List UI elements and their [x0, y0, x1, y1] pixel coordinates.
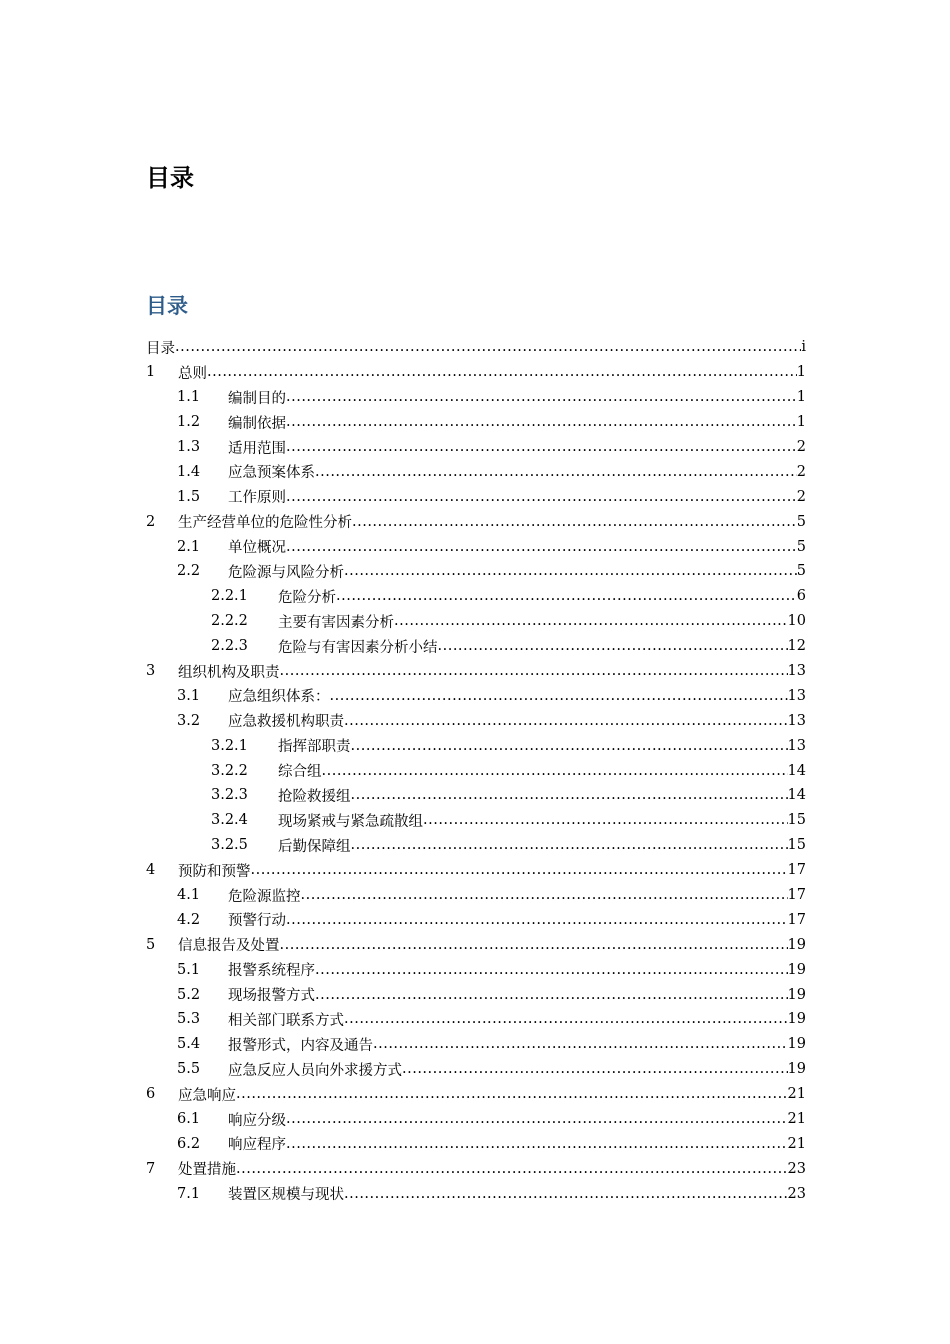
- toc-entry-number: 5: [146, 936, 156, 953]
- toc-entry-page: 19: [787, 961, 806, 978]
- toc-dot-leader: [351, 837, 788, 853]
- toc-dot-leader: [236, 1161, 788, 1177]
- toc-dot-leader: [315, 987, 788, 1003]
- toc-dot-leader: [280, 937, 788, 953]
- toc-entry-page: 13: [787, 737, 806, 754]
- toc-entry-number: 5.4: [177, 1036, 201, 1053]
- toc-entry-title: 响应程序: [228, 1137, 286, 1154]
- toc-dot-leader: [344, 1186, 788, 1202]
- toc-entry[interactable]: [146, 758, 806, 783]
- table-of-contents: [146, 335, 806, 1206]
- toc-entry-number: 3.2.1: [211, 737, 248, 754]
- toc-entry-number: 5.5: [177, 1061, 201, 1078]
- toc-entry-page: 12: [787, 638, 806, 655]
- toc-entry-page: 21: [787, 1086, 806, 1103]
- toc-entry-number: 4.2: [177, 911, 201, 928]
- toc-dot-leader: [175, 339, 801, 355]
- toc-dot-leader: [286, 539, 797, 555]
- toc-entry[interactable]: [146, 459, 806, 484]
- toc-entry[interactable]: [146, 584, 806, 609]
- toc-entry-title: 总则: [178, 365, 207, 382]
- toc-entry-page: 23: [787, 1160, 806, 1177]
- toc-entry-title: 应急响应: [178, 1087, 236, 1104]
- toc-entry-number: 2.1: [177, 538, 201, 555]
- toc-entry-title: 预警行动: [228, 913, 286, 930]
- toc-entry-page: 17: [787, 911, 806, 928]
- toc-dot-leader: [344, 713, 788, 729]
- toc-dot-leader: [336, 588, 797, 604]
- toc-entry-number: 1: [146, 364, 156, 381]
- toc-entry[interactable]: [146, 683, 806, 708]
- toc-entry-title: 信息报告及处置: [178, 938, 280, 955]
- toc-entry-title: 抢险救援组: [278, 788, 351, 805]
- toc-entry[interactable]: [146, 609, 806, 634]
- toc-dot-leader: [251, 862, 788, 878]
- toc-entry-title: 应急组织体系：: [228, 689, 330, 706]
- toc-entry[interactable]: [146, 559, 806, 584]
- toc-entry-number: 3.2.2: [211, 762, 248, 779]
- toc-entry-title: 主要有害因素分析: [278, 614, 394, 631]
- toc-entry-number: 5.1: [177, 961, 201, 978]
- toc-entry[interactable]: [146, 1007, 806, 1032]
- toc-entry-number: 3.2.5: [211, 837, 248, 854]
- toc-entry-page: 2: [796, 439, 806, 455]
- toc-entry-number: 3: [146, 663, 156, 680]
- toc-entry-number: 6.1: [177, 1111, 201, 1128]
- toc-entry[interactable]: [146, 1107, 806, 1132]
- toc-entry-page: 19: [787, 1036, 806, 1053]
- toc-entry-number: 2.2.2: [211, 613, 248, 630]
- toc-entry-page: 2: [796, 463, 806, 480]
- toc-entry[interactable]: [146, 659, 806, 684]
- toc-entry-title: 编制目的: [228, 390, 286, 407]
- toc-entry-title: 工作原则: [228, 490, 286, 507]
- toc-entry[interactable]: [146, 534, 806, 559]
- toc-entry-page: 14: [787, 787, 806, 804]
- toc-entry-page: 19: [787, 1061, 806, 1078]
- toc-entry-number: 3.1: [177, 687, 201, 704]
- toc-entry[interactable]: [146, 907, 806, 932]
- toc-entry[interactable]: [146, 634, 806, 659]
- toc-entry-number: 5.2: [177, 986, 201, 1003]
- toc-entry[interactable]: [146, 783, 806, 808]
- toc-entry-title: 报警形式，内容及通告: [228, 1037, 373, 1054]
- toc-dot-leader: [423, 812, 788, 828]
- toc-entry[interactable]: [146, 1156, 806, 1181]
- toc-dot-leader: [236, 1086, 788, 1102]
- toc-entry[interactable]: [146, 1032, 806, 1057]
- toc-entry[interactable]: [146, 833, 806, 858]
- toc-entry-page: 19: [787, 986, 806, 1003]
- toc-entry[interactable]: [146, 1082, 806, 1107]
- toc-entry-page: 1: [796, 414, 806, 431]
- toc-entry-page: 6: [796, 588, 806, 605]
- toc-entry-number: 4: [146, 862, 156, 879]
- toc-entry-number: 1.1: [177, 389, 201, 406]
- toc-dot-leader: [315, 464, 797, 480]
- toc-entry[interactable]: [146, 932, 806, 957]
- toc-dot-leader: [352, 514, 797, 530]
- toc-entry-number: 6.2: [177, 1135, 201, 1152]
- toc-entry[interactable]: [146, 708, 806, 733]
- toc-entry-number: 2.2.1: [211, 588, 248, 605]
- toc-dot-leader: [286, 1111, 788, 1127]
- toc-entry-title: 现场报警方式: [228, 988, 315, 1005]
- toc-dot-leader: [438, 638, 788, 654]
- toc-entry-title: 综合组: [278, 764, 322, 781]
- toc-entry-number: 3.2.3: [211, 787, 248, 804]
- toc-entry-page: 15: [787, 812, 806, 829]
- toc-entry-page: 19: [787, 1011, 806, 1028]
- document-title: 目录: [146, 164, 194, 192]
- toc-entry-title: 单位概况: [228, 540, 286, 557]
- toc-entry-title: 后勤保障组: [278, 838, 351, 855]
- toc-entry-title: 危险分析: [278, 589, 336, 606]
- toc-entry[interactable]: [146, 1057, 806, 1082]
- toc-entry-title: 报警系统程序: [228, 963, 315, 980]
- toc-entry-title: 编制依据: [228, 415, 286, 432]
- toc-entry-number: 2.2.3: [211, 638, 248, 655]
- toc-entry-page: 23: [787, 1185, 806, 1202]
- toc-entry-page: 15: [787, 837, 806, 854]
- toc-entry-title: 应急反应人员向外求援方式: [228, 1062, 402, 1079]
- toc-dot-leader: [351, 738, 788, 754]
- toc-dot-leader: [344, 1011, 788, 1027]
- toc-entry-page: 19: [787, 936, 806, 953]
- toc-entry-number: 2.2: [177, 563, 201, 580]
- toc-entry-page: 2: [796, 488, 806, 505]
- toc-entry-page: 13: [787, 687, 806, 704]
- toc-dot-leader: [286, 1136, 788, 1152]
- toc-entry[interactable]: [146, 410, 806, 435]
- toc-dot-leader: [373, 1036, 788, 1052]
- toc-entry[interactable]: [146, 957, 806, 982]
- toc-entry-title: 现场紧戒与紧急疏散组: [278, 813, 423, 830]
- toc-entry-number: 2: [146, 513, 156, 530]
- toc-entry-title: 相关部门联系方式: [228, 1012, 344, 1029]
- toc-entry-page: 10: [787, 613, 806, 630]
- toc-dot-leader: [394, 613, 788, 629]
- toc-entry-number: 3.2: [177, 712, 201, 729]
- toc-entry-title: 指挥部职责: [278, 739, 351, 756]
- toc-entry-title: 响应分级: [228, 1112, 286, 1129]
- toc-entry[interactable]: [146, 1132, 806, 1157]
- toc-entry[interactable]: [146, 1181, 806, 1206]
- toc-entry-number: 3.2.4: [211, 812, 248, 829]
- toc-entry-title: 危险与有害因素分析小结: [278, 639, 438, 656]
- toc-entry[interactable]: [146, 982, 806, 1007]
- toc-entry-page: 1: [796, 364, 806, 381]
- toc-dot-leader: [330, 688, 788, 704]
- toc-entry-number: 1.5: [177, 488, 201, 505]
- toc-dot-leader: [286, 489, 797, 505]
- toc-dot-leader: [286, 389, 797, 405]
- toc-entry-page: 13: [787, 712, 806, 729]
- toc-dot-leader: [301, 887, 788, 903]
- toc-entry-number: 1.2: [177, 414, 201, 431]
- toc-dot-leader: [280, 663, 788, 679]
- toc-entry-title: 危险源监控: [228, 888, 301, 905]
- toc-entry-title: 装置区规模与现状: [228, 1187, 344, 1204]
- toc-dot-leader: [286, 439, 797, 455]
- toc-entry-page: 17: [787, 862, 806, 879]
- toc-entry-number: 7: [146, 1160, 156, 1177]
- toc-entry[interactable]: [146, 484, 806, 509]
- toc-entry[interactable]: [146, 509, 806, 534]
- toc-entry-page: 14: [787, 762, 806, 779]
- toc-entry[interactable]: [146, 335, 806, 360]
- toc-entry[interactable]: [146, 808, 806, 833]
- toc-dot-leader: [286, 414, 797, 430]
- toc-dot-leader: [351, 787, 788, 803]
- toc-entry[interactable]: [146, 385, 806, 410]
- toc-heading: 目录: [146, 294, 188, 318]
- toc-entry-title: 适用范围: [228, 440, 286, 457]
- toc-entry-page: 21: [787, 1135, 806, 1152]
- toc-entry-title: 预防和预警: [178, 863, 251, 880]
- toc-entry-number: 7.1: [177, 1185, 201, 1202]
- toc-entry-title: 组织机构及职责: [178, 664, 280, 681]
- toc-entry-title: 应急预案体系: [228, 465, 315, 482]
- toc-entry-page: 5: [796, 563, 806, 580]
- toc-entry-title: 目录: [146, 340, 175, 357]
- toc-entry-title: 应急救援机构职责: [228, 714, 344, 731]
- toc-entry-page: 21: [787, 1111, 806, 1128]
- toc-entry[interactable]: [146, 435, 806, 460]
- toc-dot-leader: [286, 912, 788, 928]
- toc-entry-number: 5.3: [177, 1011, 201, 1028]
- toc-entry[interactable]: [146, 858, 806, 883]
- toc-dot-leader: [322, 763, 788, 779]
- toc-entry-title: 处置措施: [178, 1162, 236, 1179]
- toc-dot-leader: [402, 1061, 788, 1077]
- toc-dot-leader: [207, 364, 797, 380]
- toc-entry[interactable]: [146, 883, 806, 908]
- toc-entry-page: i: [801, 339, 806, 356]
- toc-entry-page: 17: [787, 887, 806, 904]
- toc-entry-number: 1.3: [177, 439, 201, 455]
- toc-entry-title: 生产经营单位的危险性分析: [178, 515, 352, 532]
- toc-entry-page: 13: [787, 663, 806, 680]
- toc-entry[interactable]: [146, 360, 806, 385]
- toc-entry-page: 5: [796, 538, 806, 555]
- toc-entry-page: 5: [796, 513, 806, 530]
- toc-entry[interactable]: [146, 733, 806, 758]
- toc-entry-number: 4.1: [177, 887, 201, 904]
- toc-entry-title: 危险源与风险分析: [228, 564, 344, 581]
- toc-dot-leader: [344, 563, 797, 579]
- toc-entry-page: 1: [796, 389, 806, 406]
- toc-dot-leader: [315, 962, 788, 978]
- toc-entry-number: 6: [146, 1086, 156, 1103]
- toc-entry-number: 1.4: [177, 463, 201, 480]
